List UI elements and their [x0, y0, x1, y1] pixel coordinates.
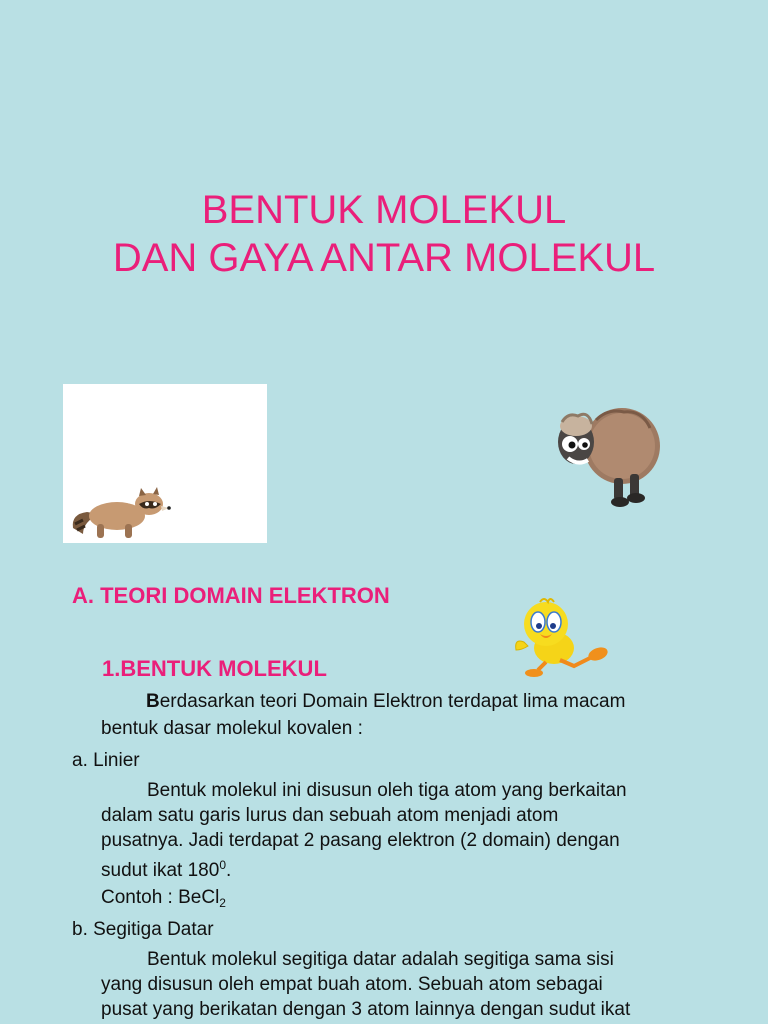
slide-title	[0, 186, 768, 282]
linier-line-2: dalam satu garis lurus dan sebuah atom menjadi atom	[101, 805, 559, 826]
bird-icon	[510, 596, 610, 678]
raccoon-icon	[69, 484, 173, 542]
intro-line-2: bentuk dasar molekul kovalen :	[101, 718, 363, 739]
segitiga-heading: b. Segitiga Datar	[72, 919, 214, 940]
example-text: Contoh : BeCl	[101, 887, 220, 908]
intro-line-1	[146, 689, 625, 714]
drop-letter: B	[146, 691, 160, 712]
linier-line-4	[101, 853, 231, 883]
segitiga-line-2: yang disusun oleh empat buah atom. Sebuah atom sebagai	[101, 974, 603, 995]
segitiga-line-1: Bentuk molekul segitiga datar adalah segitiga sama sisi	[147, 949, 614, 970]
linier-line-1: Bentuk molekul ini disusun oleh tiga atom yang berkaitan	[147, 780, 627, 801]
section-heading-1: 1.BENTUK MOLEKUL	[102, 656, 327, 681]
title-line-2: DAN GAYA ANTAR MOLEKUL	[112, 236, 656, 280]
linier-heading: a. Linier	[72, 750, 140, 771]
angle-text: sudut ikat 180	[101, 860, 220, 881]
sheep-icon	[548, 398, 666, 510]
segitiga-line-3: pusat yang berikatan dengan 3 atom lainnya dengan sudut ikat	[101, 999, 631, 1020]
degree-superscript: 0	[219, 858, 226, 872]
title-line-1: BENTUK MOLEKUL	[201, 188, 567, 232]
angle-suffix: .	[226, 860, 232, 881]
section-heading-a: A. TEORI DOMAIN ELEKTRON	[72, 583, 390, 608]
linier-example	[101, 885, 226, 916]
intro-line-1-rest: erdasarkan teori Domain Elektron terdapat lima macam	[159, 691, 626, 712]
example-subscript: 2	[219, 896, 226, 910]
linier-line-3: pusatnya. Jadi terdapat 2 pasang elektron (2 domain) dengan	[101, 830, 620, 851]
raccoon-picture	[63, 384, 267, 543]
